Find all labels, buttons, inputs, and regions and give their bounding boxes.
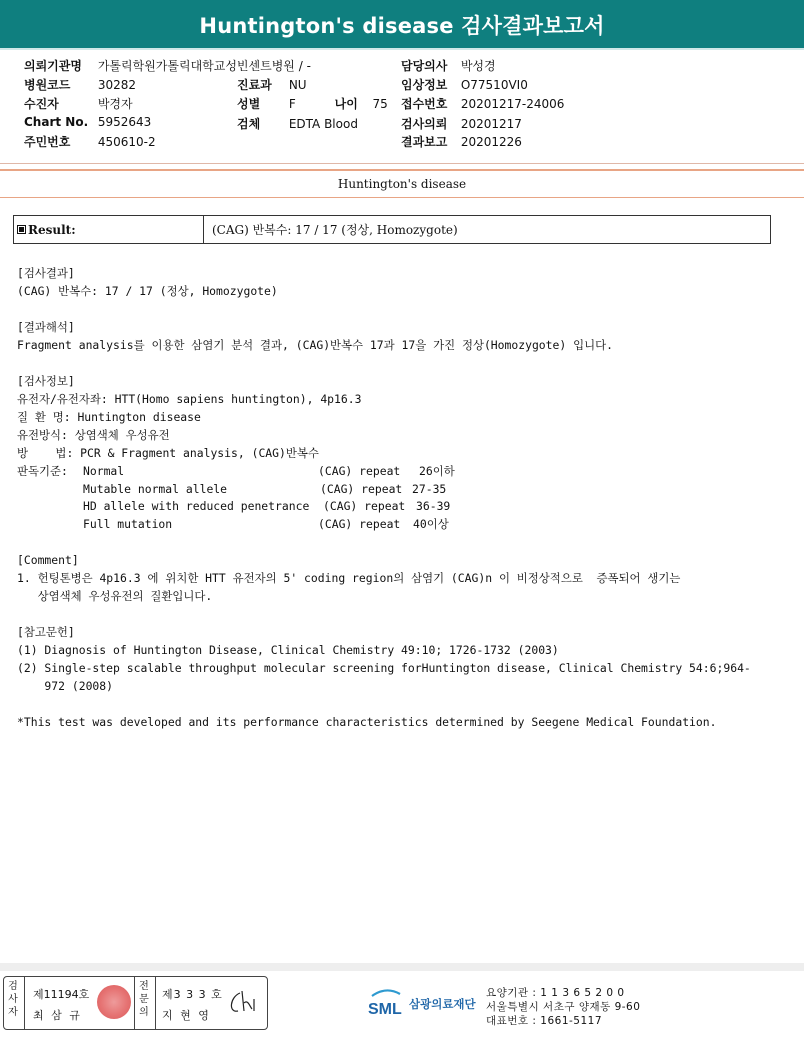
institution-label: 의뢰기관명 [24, 59, 82, 73]
method-line: 방 법: PCR & Fragment analysis, (CAG)반복수 [17, 446, 319, 460]
divider [24, 977, 25, 1029]
doctor-value: 박성경 [460, 59, 496, 73]
dept-value: NU [288, 78, 307, 92]
patient-value: 박경자 [97, 97, 133, 111]
examiner-label-char: 자 [8, 1007, 18, 1018]
criteria-range: 27-35 [412, 482, 447, 496]
specimen-value: EDTA Blood [288, 117, 358, 131]
specialist-license: 제3 3 3 호 [162, 988, 223, 1001]
chart-label: Chart No. [24, 115, 89, 129]
patient-row [24, 95, 133, 112]
criteria-label: 판독기준: [17, 464, 68, 478]
divider [155, 977, 156, 1029]
criteria-name: Normal [83, 464, 125, 478]
report-date-row [401, 133, 522, 150]
hospital-code-label: 병원코드 [24, 78, 71, 92]
report-date-value: 20201226 [460, 135, 522, 149]
interpretation-line: Fragment analysis를 이용한 삼염기 분석 결과, (CAG)반복수 17과 17을 가진 정상(Homozygote) 입니다. [17, 338, 613, 352]
criteria-name: HD allele with reduced penetrance [83, 499, 310, 513]
seal-stamp [97, 985, 131, 1019]
result-value: (CAG) 반복수: 17 / 17 (정상, Homozygote) [212, 223, 458, 237]
sml-logo-icon [366, 986, 406, 1018]
chart-row [24, 115, 151, 129]
examiner-license: 제11194호 [33, 988, 90, 1001]
clinical-row [401, 76, 528, 93]
gene-line: 유전자/유전자좌: HTT(Homo sapiens huntington), 4p16.3 [17, 392, 362, 406]
report-date-label: 결과보고 [401, 135, 448, 149]
result-label: Result: [28, 222, 76, 237]
criteria-repeat: (CAG) repeat [318, 464, 401, 478]
org-phone: 대표번호 : 1661-5117 [486, 1015, 603, 1027]
comment-line: 1. 헌팅톤병은 4p16.3 에 위치한 HTT 유전자의 5' coding region의 삼염기 (CAG)n 이 비정상적으로 증폭되어 생기는 [17, 571, 681, 585]
examiner-name: 최 삼 규 [33, 1009, 82, 1022]
sex-row [237, 95, 388, 112]
specialist-label-char: 전 [139, 981, 149, 992]
divider [0, 197, 804, 198]
institution-value: 가톨릭학원가톨릭대학교성빈센트병원 / - [97, 59, 311, 73]
test-subtitle: Huntington's disease [337, 177, 467, 191]
hospital-code-row [24, 76, 136, 93]
section-heading-interpretation: [결과해석] [17, 320, 75, 334]
chart-value: 5952643 [97, 115, 152, 129]
specialist-label-char: 의 [139, 1007, 149, 1018]
examiner-label-char: 검 [8, 981, 18, 992]
age-value: 75 [372, 97, 388, 111]
section-heading-info: [검사정보] [17, 374, 75, 388]
criteria-name: Mutable normal allele [83, 482, 228, 496]
result-box [13, 215, 771, 244]
doctor-row [401, 57, 496, 74]
report-header [0, 0, 804, 50]
signature-box [3, 976, 268, 1030]
divider [0, 163, 804, 164]
request-label: 검사의뢰 [401, 117, 448, 131]
criteria-name: Full mutation [83, 517, 173, 531]
specialist-name: 지 현 영 [162, 1009, 211, 1022]
doctor-label: 담당의사 [401, 59, 448, 73]
request-row [401, 115, 522, 132]
logo-text: SML [368, 1001, 402, 1018]
disease-line: 질 환 명: Huntington disease [17, 410, 201, 424]
divider [0, 169, 804, 171]
examiner-label-char: 사 [8, 994, 18, 1005]
result-line: (CAG) 반복수: 17 / 17 (정상, Homozygote) [17, 284, 278, 298]
report-title: Huntington's disease 검사결과보고서 [199, 14, 605, 38]
result-label-cell [14, 216, 204, 243]
clinical-value: O77510VI0 [460, 78, 528, 92]
request-value: 20201217 [460, 117, 522, 131]
rrn-label: 주민번호 [24, 135, 71, 149]
comment-line: 상염색체 우성유전의 질환입니다. [17, 589, 213, 603]
dept-row [237, 76, 307, 93]
specialist-vertical-label [137, 980, 151, 1019]
specimen-row [237, 115, 358, 132]
signature-icon [226, 987, 262, 1019]
criteria-repeat: (CAG) repeat [323, 499, 406, 513]
inheritance-line: 유전방식: 상염색체 우성유전 [17, 428, 170, 442]
section-heading-references: [참고문헌] [17, 625, 75, 639]
reference-line: 972 (2008) [17, 679, 114, 693]
criteria-range: 26이하 [419, 464, 455, 478]
dept-label: 진료과 [237, 78, 272, 92]
examiner-vertical-label [6, 980, 20, 1019]
specimen-label: 검체 [237, 117, 261, 131]
criteria-range: 40이상 [413, 517, 449, 531]
org-code: 요양기관 : 1 1 3 6 5 2 0 0 [486, 987, 625, 999]
receipt-row [401, 95, 564, 112]
org-name: 삼광의료재단 [409, 997, 476, 1011]
reference-line: (2) Single-step scalable throughput molecular screening forHuntington disease, Clinical Chemistry 54:6;964- [17, 661, 751, 675]
clinical-label: 임상정보 [401, 78, 448, 92]
reference-line: (1) Diagnosis of Huntington Disease, Clinical Chemistry 49:10; 1726-1732 (2003) [17, 643, 559, 657]
footer-divider [0, 963, 804, 971]
rrn-row [24, 133, 156, 150]
section-heading-comment: [Comment] [17, 553, 79, 567]
criteria-range: 36-39 [416, 499, 451, 513]
org-address: 서울특별시 서초구 양재동 9-60 [486, 1001, 641, 1013]
institution-row [24, 57, 311, 74]
hospital-code-value: 30282 [97, 78, 137, 92]
age-label: 나이 [334, 97, 358, 111]
sex-label: 성별 [237, 97, 261, 111]
specialist-label-char: 문 [139, 994, 149, 1005]
criteria-repeat: (CAG) repeat [320, 482, 403, 496]
patient-label: 수진자 [24, 97, 59, 111]
rrn-value: 450610-2 [97, 135, 156, 149]
criteria-repeat: (CAG) repeat [318, 517, 401, 531]
sex-value: F [288, 97, 296, 111]
divider [134, 977, 135, 1029]
receipt-value: 20201217-24006 [460, 97, 565, 111]
section-heading-result: [검사결과] [17, 266, 75, 280]
receipt-label: 접수번호 [401, 97, 448, 111]
checkbox-icon [17, 225, 26, 234]
footnote: *This test was developed and its performance characteristics determined by Seegene Medical Foundation. [17, 715, 717, 729]
